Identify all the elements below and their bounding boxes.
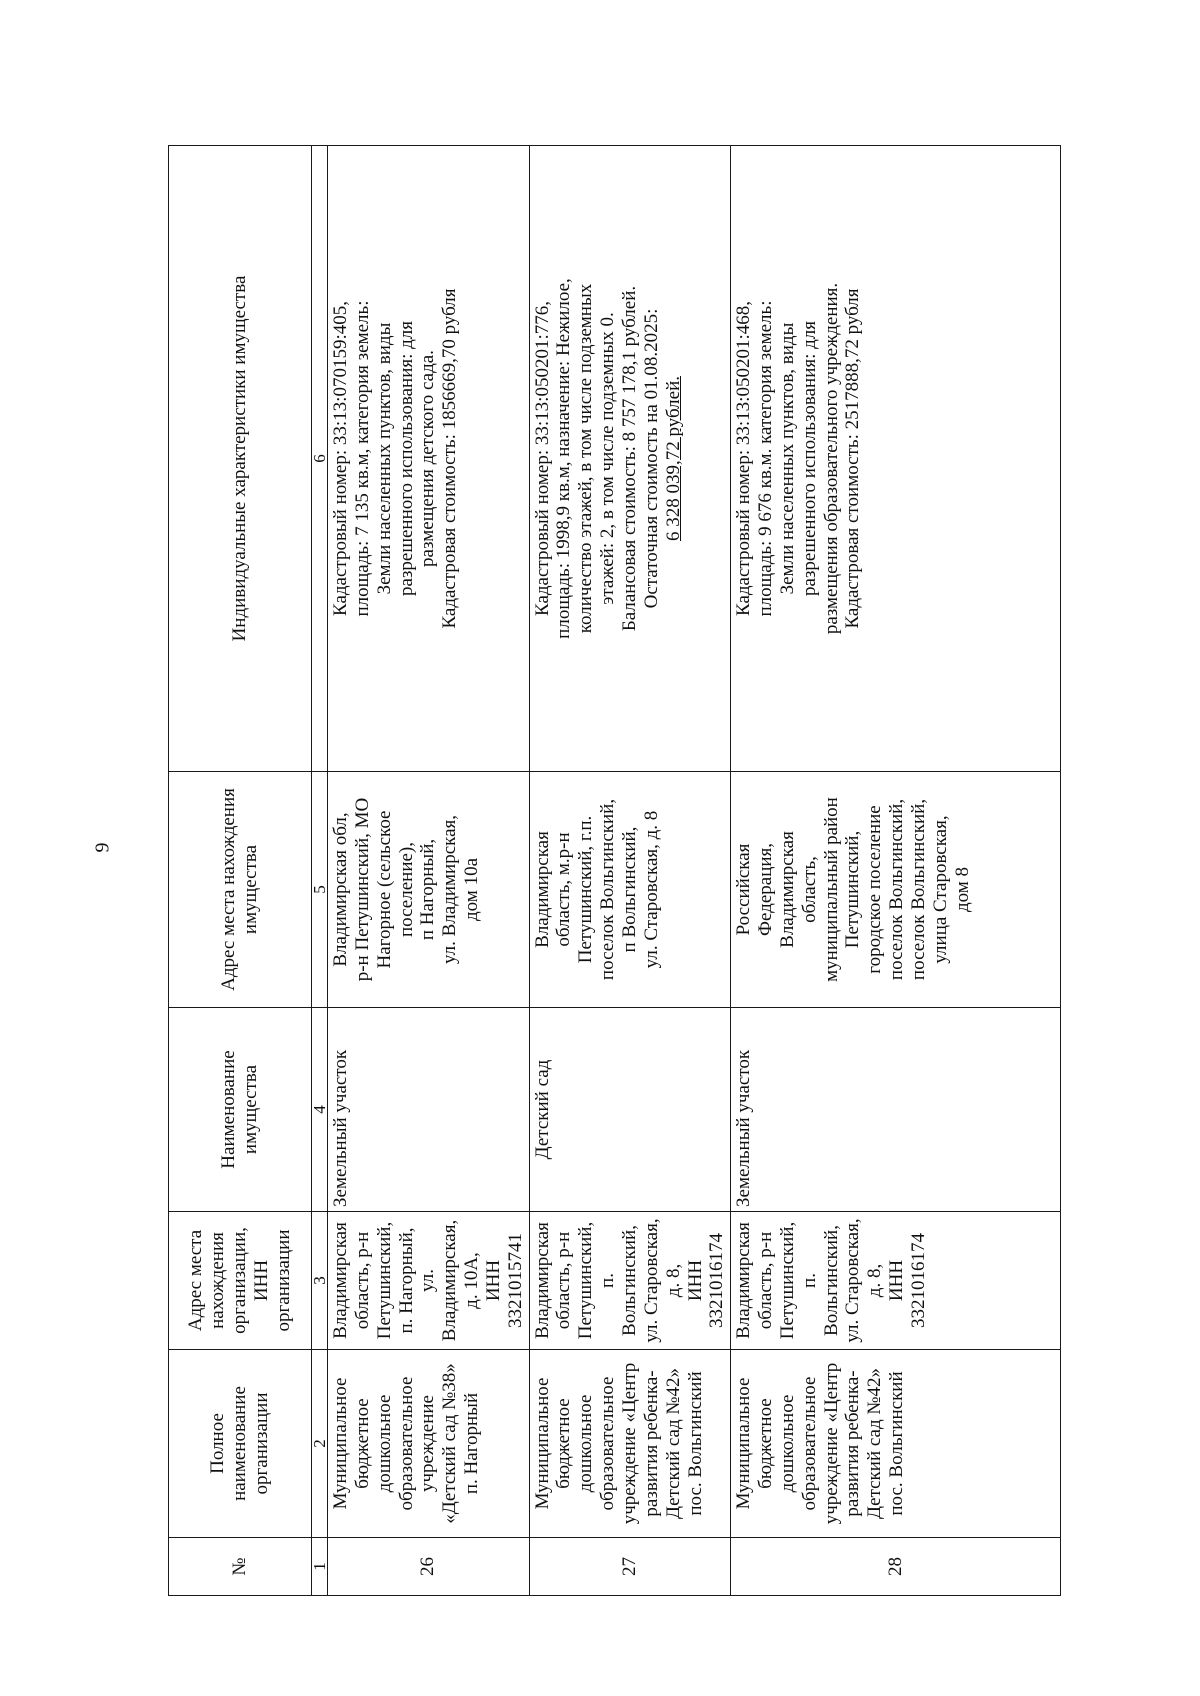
org-address-line: д. 10А,: [461, 1252, 483, 1309]
column-number: 4: [312, 1008, 328, 1212]
page-number: 9: [91, 842, 114, 853]
characteristics-line: Кадастровый номер: 33:13:070159:405,: [330, 301, 351, 616]
org-address-line: Петушинский,: [575, 1221, 597, 1340]
characteristics-line: Балансовая стоимость: 8 757 178,1 рублей.: [618, 285, 640, 632]
property-address-line: р-н Петушинский, МО: [351, 797, 373, 982]
property-address-line: Владимирская: [531, 831, 553, 948]
characteristics-line: разрешенного использования: для: [798, 320, 820, 597]
property-address-cell: [731, 772, 1061, 1008]
property-address-cell: [529, 772, 731, 1008]
header-number: №: [169, 1538, 312, 1596]
characteristics-line: размещения детского сада.: [417, 350, 439, 567]
column-number: 5: [312, 772, 328, 1008]
property-address-line: Федерация,: [755, 842, 777, 937]
characteristics-line: количество этажей, в том числе подземных: [575, 283, 597, 634]
characteristics-line: Земли населенных пунктов, виды: [776, 322, 798, 595]
column-number: 3: [312, 1212, 328, 1350]
property-address-line: поселок Вольгинский,: [907, 798, 929, 981]
property-address-line: муниципальный район: [820, 797, 842, 982]
property-address-line: дом 10а: [461, 858, 483, 922]
characteristics-line: Кадастровая стоимость: 2517888,72 рубля: [842, 288, 864, 629]
residual-value-line: 6 328 039,72 рублей.: [662, 375, 684, 542]
org-address-line: область, р-н: [755, 1231, 777, 1330]
org-address-line: п. Вольгинский,: [597, 1225, 640, 1336]
org-address-line: д. 8,: [864, 1263, 886, 1298]
property-address-line: Владимирская обл,: [330, 812, 351, 967]
property-address-line: улица Старовская,: [929, 815, 951, 964]
characteristics-line: Кадастровый номер: 33:13:050201:468,: [733, 301, 755, 616]
property-address-line: Петушинский, г.п.: [575, 815, 597, 964]
org-address-line: область, р-н: [553, 1231, 575, 1330]
org-inn: ИНН 3321015741: [482, 1233, 526, 1328]
characteristics-line: площадь: 1998,9 кв.м, назначение: Нежилое,: [553, 278, 575, 639]
org-address-cell: [731, 1212, 1061, 1350]
org-inn: ИНН 3321016174: [684, 1233, 728, 1328]
org-address-line: п. Вольгинский,: [798, 1225, 842, 1336]
characteristics-cell: [328, 146, 530, 772]
property-address-line: ул. Владимирская,: [439, 814, 461, 965]
rotated-table-wrapper: [168, 146, 1043, 1596]
characteristics-line: размещения образовательного учреждения.: [820, 282, 842, 635]
property-name-cell: Земельный участок: [731, 1008, 1061, 1212]
property-address-line: область, м.р-н: [553, 832, 575, 947]
org-address-line: Петушинский,: [776, 1221, 798, 1340]
org-address-line: д. 8,: [662, 1263, 684, 1298]
org-address-line: ул. Старовская,: [842, 1218, 864, 1343]
property-address-line: дом 8: [951, 866, 973, 913]
column-number: 2: [312, 1350, 328, 1538]
header-org-address: Адрес места нахождения организации, ИНН организации: [169, 1212, 312, 1350]
table-row: [731, 146, 1061, 1596]
row-number: 26: [328, 1538, 530, 1596]
property-address-line: область,: [798, 856, 820, 923]
property-address-line: городское поселение: [864, 805, 886, 974]
property-address-line: п Нагорный,: [417, 838, 439, 941]
header-org-name: Полное наименование организации: [169, 1350, 312, 1538]
org-address-line: Владимирская: [531, 1222, 553, 1339]
column-number: 1: [312, 1538, 328, 1596]
org-name-cell: Муниципальное бюджетное дошкольное образовательное учреждение «Центр развития ребенка-Детский сад №42» пос. Вольгинский: [731, 1350, 1061, 1538]
org-name-cell: Муниципальное бюджетное дошкольное образовательное учреждение «Детский сад №38» п. Нагорный: [328, 1350, 530, 1538]
header-property-address: Адрес места нахождения имущества: [169, 772, 312, 1008]
column-number: 6: [312, 146, 328, 772]
characteristics-cell: [731, 146, 1061, 772]
row-number: 28: [731, 1538, 1061, 1596]
characteristics-line: этажей: 2, в том числе подземных 0.: [597, 312, 619, 605]
characteristics-cell: [529, 146, 731, 772]
property-address-line: Владимирская: [776, 831, 798, 948]
characteristics-line: Остаточная стоимость на 01.08.2025:: [640, 308, 662, 609]
row-number: 27: [529, 1538, 731, 1596]
property-address-line: поселение),: [395, 842, 417, 937]
org-name-cell: Муниципальное бюджетное дошкольное образовательное учреждение «Центр развития ребенка-Детский сад №42» пос. Вольгинский: [529, 1350, 731, 1538]
org-address-line: п. Нагорный, ул.: [395, 1227, 439, 1334]
org-address-line: область, р-н: [351, 1231, 373, 1330]
property-name-cell: Земельный участок: [328, 1008, 530, 1212]
property-address-line: Нагорное (сельское: [373, 810, 395, 969]
characteristics-line: площадь: 7 135 кв.м, категория земель:: [351, 300, 373, 617]
org-address-line: Владимирская,: [439, 1219, 461, 1342]
property-address-line: Петушинский,: [842, 830, 864, 949]
characteristics-line: площадь: 9 676 кв.м. категория земель:: [755, 300, 777, 617]
characteristics-line: разрешенного использования: для: [395, 320, 417, 597]
org-address-cell: [529, 1212, 731, 1350]
header-characteristics: Индивидуальные характеристики имущества: [169, 146, 312, 772]
column-number-row: [312, 146, 328, 1596]
characteristics-line: Кадастровая стоимость: 1856669,70 рубля: [439, 288, 461, 629]
org-address-line: Владимирская: [733, 1222, 755, 1339]
org-address-line: Владимирская: [330, 1222, 351, 1339]
org-address-line: Петушинский,: [373, 1221, 395, 1340]
property-address-line: ул. Старовская, д. 8: [640, 810, 662, 969]
table-row: [328, 146, 530, 1596]
property-address-cell: [328, 772, 530, 1008]
property-table: [168, 145, 1061, 1596]
property-address-line: п Вольгинский,: [618, 826, 640, 953]
property-name-cell: Детский сад: [529, 1008, 731, 1212]
table-header-row: [169, 146, 312, 1596]
table-row: [529, 146, 731, 1596]
property-address-line: поселок Вольгинский,: [886, 798, 908, 981]
property-address-line: поселок Вольгинский,: [597, 798, 619, 981]
header-property-name: Наименование имущества: [169, 1008, 312, 1212]
org-address-cell: [328, 1212, 530, 1350]
org-address-line: ул. Старовская,: [640, 1218, 662, 1343]
characteristics-line: Земли населенных пунктов, виды: [373, 322, 395, 595]
characteristics-line: Кадастровый номер: 33:13:050201:776,: [531, 301, 553, 616]
org-inn: ИНН 3321016174: [886, 1233, 929, 1328]
property-address-line: Российская: [733, 843, 755, 936]
